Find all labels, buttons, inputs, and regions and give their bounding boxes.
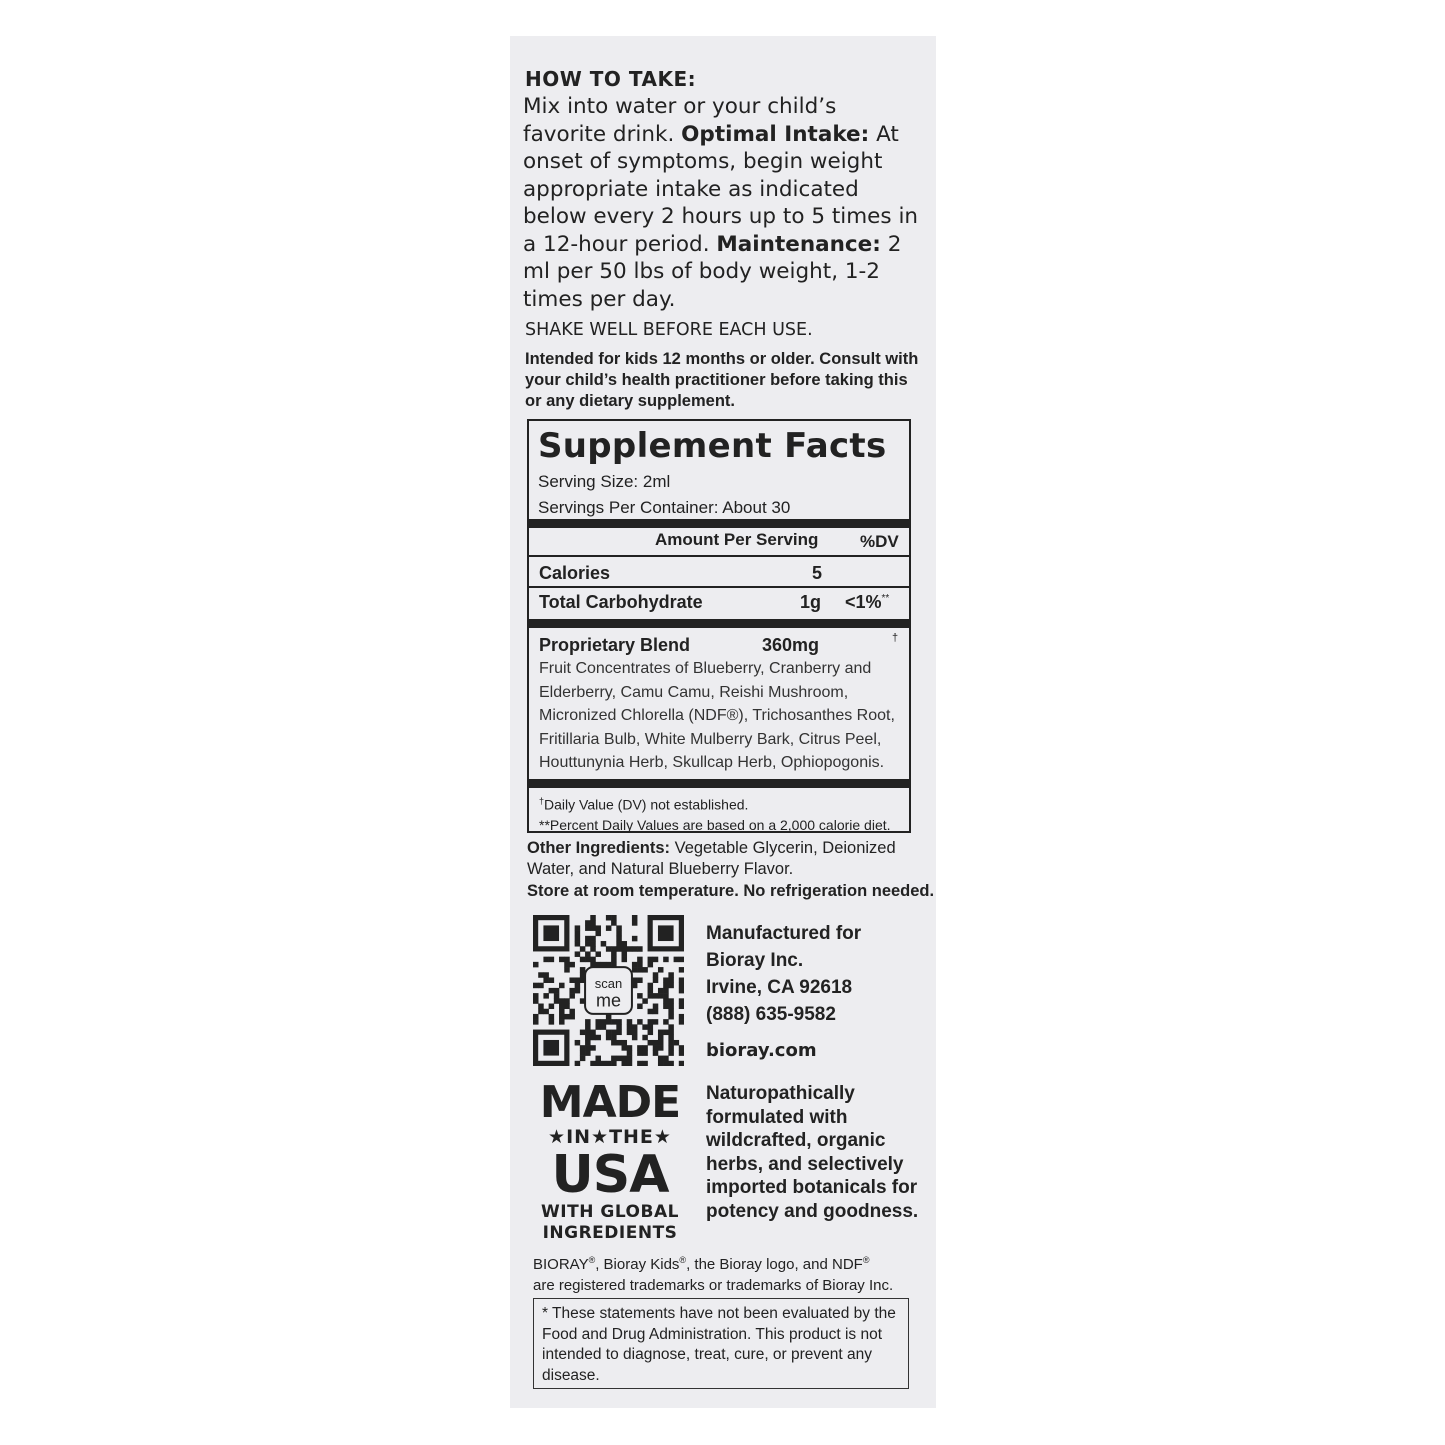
website-link[interactable]: bioray.com bbox=[706, 1040, 817, 1061]
with-global-text: WITH GLOBAL bbox=[541, 1202, 679, 1222]
other-ingredients-text: Vegetable Glycerin, Deionized Water, and Natural Blueberry Flavor. bbox=[527, 839, 896, 878]
blend-ingredients: Fruit Concentrates of Blueberry, Cranberry and Elderberry, Camu Camu, Reishi Mushroom, Micronized Chlorella (NDF®), Trichosanthes Root, Fritillaria Bulb, White Mulberry Bark, Citrus Peel, Houttunynia Herb, Skullcap Herb, Ophiopogonis. bbox=[539, 660, 895, 771]
how-to-take-heading: HOW TO TAKE: bbox=[525, 67, 697, 91]
ingredients-text: INGREDIENTS bbox=[542, 1223, 678, 1243]
manufacturer-line1: Manufactured for bbox=[706, 923, 862, 944]
carbohydrate-label: Total Carbohydrate bbox=[539, 592, 703, 612]
manufacturer-name: Bioray Inc. bbox=[706, 950, 804, 971]
carbohydrate-value: 1g bbox=[800, 592, 822, 612]
made-in-usa-badge bbox=[531, 1077, 689, 1244]
serving-info bbox=[538, 469, 790, 521]
manufacturer-info bbox=[706, 920, 861, 1028]
divider-thick bbox=[529, 619, 909, 628]
divider-thick bbox=[529, 519, 909, 528]
storage-instructions: Store at room temperature. No refrigeration needed. bbox=[527, 882, 935, 900]
proprietary-blend-value: 360mg bbox=[762, 635, 820, 655]
divider-thick bbox=[529, 779, 909, 788]
carbohydrate-dv: <1%** bbox=[845, 592, 890, 612]
servings-per-container: Servings Per Container: About 30 bbox=[538, 498, 791, 517]
blend-dv-dagger: † bbox=[892, 632, 899, 644]
in-the-text: ★IN★THE★ bbox=[548, 1126, 672, 1148]
proprietary-blend-label: Proprietary Blend bbox=[539, 635, 691, 655]
dv-header: %DV bbox=[860, 532, 899, 551]
trademark-notice: BIORAY®, Bioray Kids®, the Bioray logo, and NDF® are registered trademarks or trademarks of Bioray Inc. bbox=[533, 1255, 894, 1294]
facts-footnotes bbox=[539, 791, 909, 835]
maintenance-label: Maintenance: bbox=[716, 231, 881, 257]
amount-per-serving-header: Amount Per Serving bbox=[655, 530, 819, 549]
maintenance-text: 2 ml per 50 lbs of body weight, 1-2 times per day. bbox=[523, 231, 902, 312]
svg-text:scan: scan bbox=[594, 975, 623, 991]
other-ingredients bbox=[527, 838, 917, 880]
qr-code-icon bbox=[533, 915, 684, 1066]
made-text: MADE bbox=[539, 1077, 681, 1128]
other-ingredients-label: Other Ingredients: bbox=[527, 839, 671, 857]
qr-code[interactable] bbox=[533, 915, 684, 1066]
intended-for-notice: Intended for kids 12 months or older. Consult with your child’s health practitioner before taking this or any dietary supplement. bbox=[525, 350, 919, 410]
usa-text: USA bbox=[551, 1145, 669, 1205]
divider-thin bbox=[529, 555, 909, 557]
supplement-facts-title: Supplement Facts bbox=[538, 426, 887, 466]
manufacturer-city: Irvine, CA 92618 bbox=[706, 977, 853, 998]
optimal-intake-label: Optimal Intake: bbox=[681, 121, 870, 147]
serving-size: Serving Size: 2ml bbox=[538, 472, 671, 491]
calories-value: 5 bbox=[812, 563, 823, 583]
footnote-dv: †Daily Value (DV) not established. bbox=[539, 796, 749, 813]
footnote-percent: **Percent Daily Values are based on a 2,000 calorie diet. bbox=[539, 816, 891, 833]
naturopathic-statement: Naturopathically formulated with wildcrafted, organic herbs, and selectively imported botanicals for potency and goodness. bbox=[706, 1083, 919, 1222]
shake-warning: SHAKE WELL BEFORE EACH USE. bbox=[525, 320, 813, 340]
svg-text:me: me bbox=[595, 990, 622, 1011]
calories-label: Calories bbox=[539, 563, 611, 583]
divider-thin bbox=[529, 586, 909, 588]
optimal-intake-text: At onset of symptoms, begin weight appropriate intake as indicated below every 2 hours up to 5 times in a 12-hour period. bbox=[523, 121, 919, 257]
fda-disclaimer-text: * These statements have not been evaluated by the Food and Drug Administration. This product is not intended to diagnose, treat, cure, or prevent any disease. bbox=[542, 1305, 896, 1384]
mix-instructions: Mix into water or your child’s favorite drink. bbox=[523, 94, 837, 147]
how-to-take-text bbox=[523, 93, 923, 313]
manufacturer-phone: (888) 635-9582 bbox=[706, 1004, 836, 1025]
